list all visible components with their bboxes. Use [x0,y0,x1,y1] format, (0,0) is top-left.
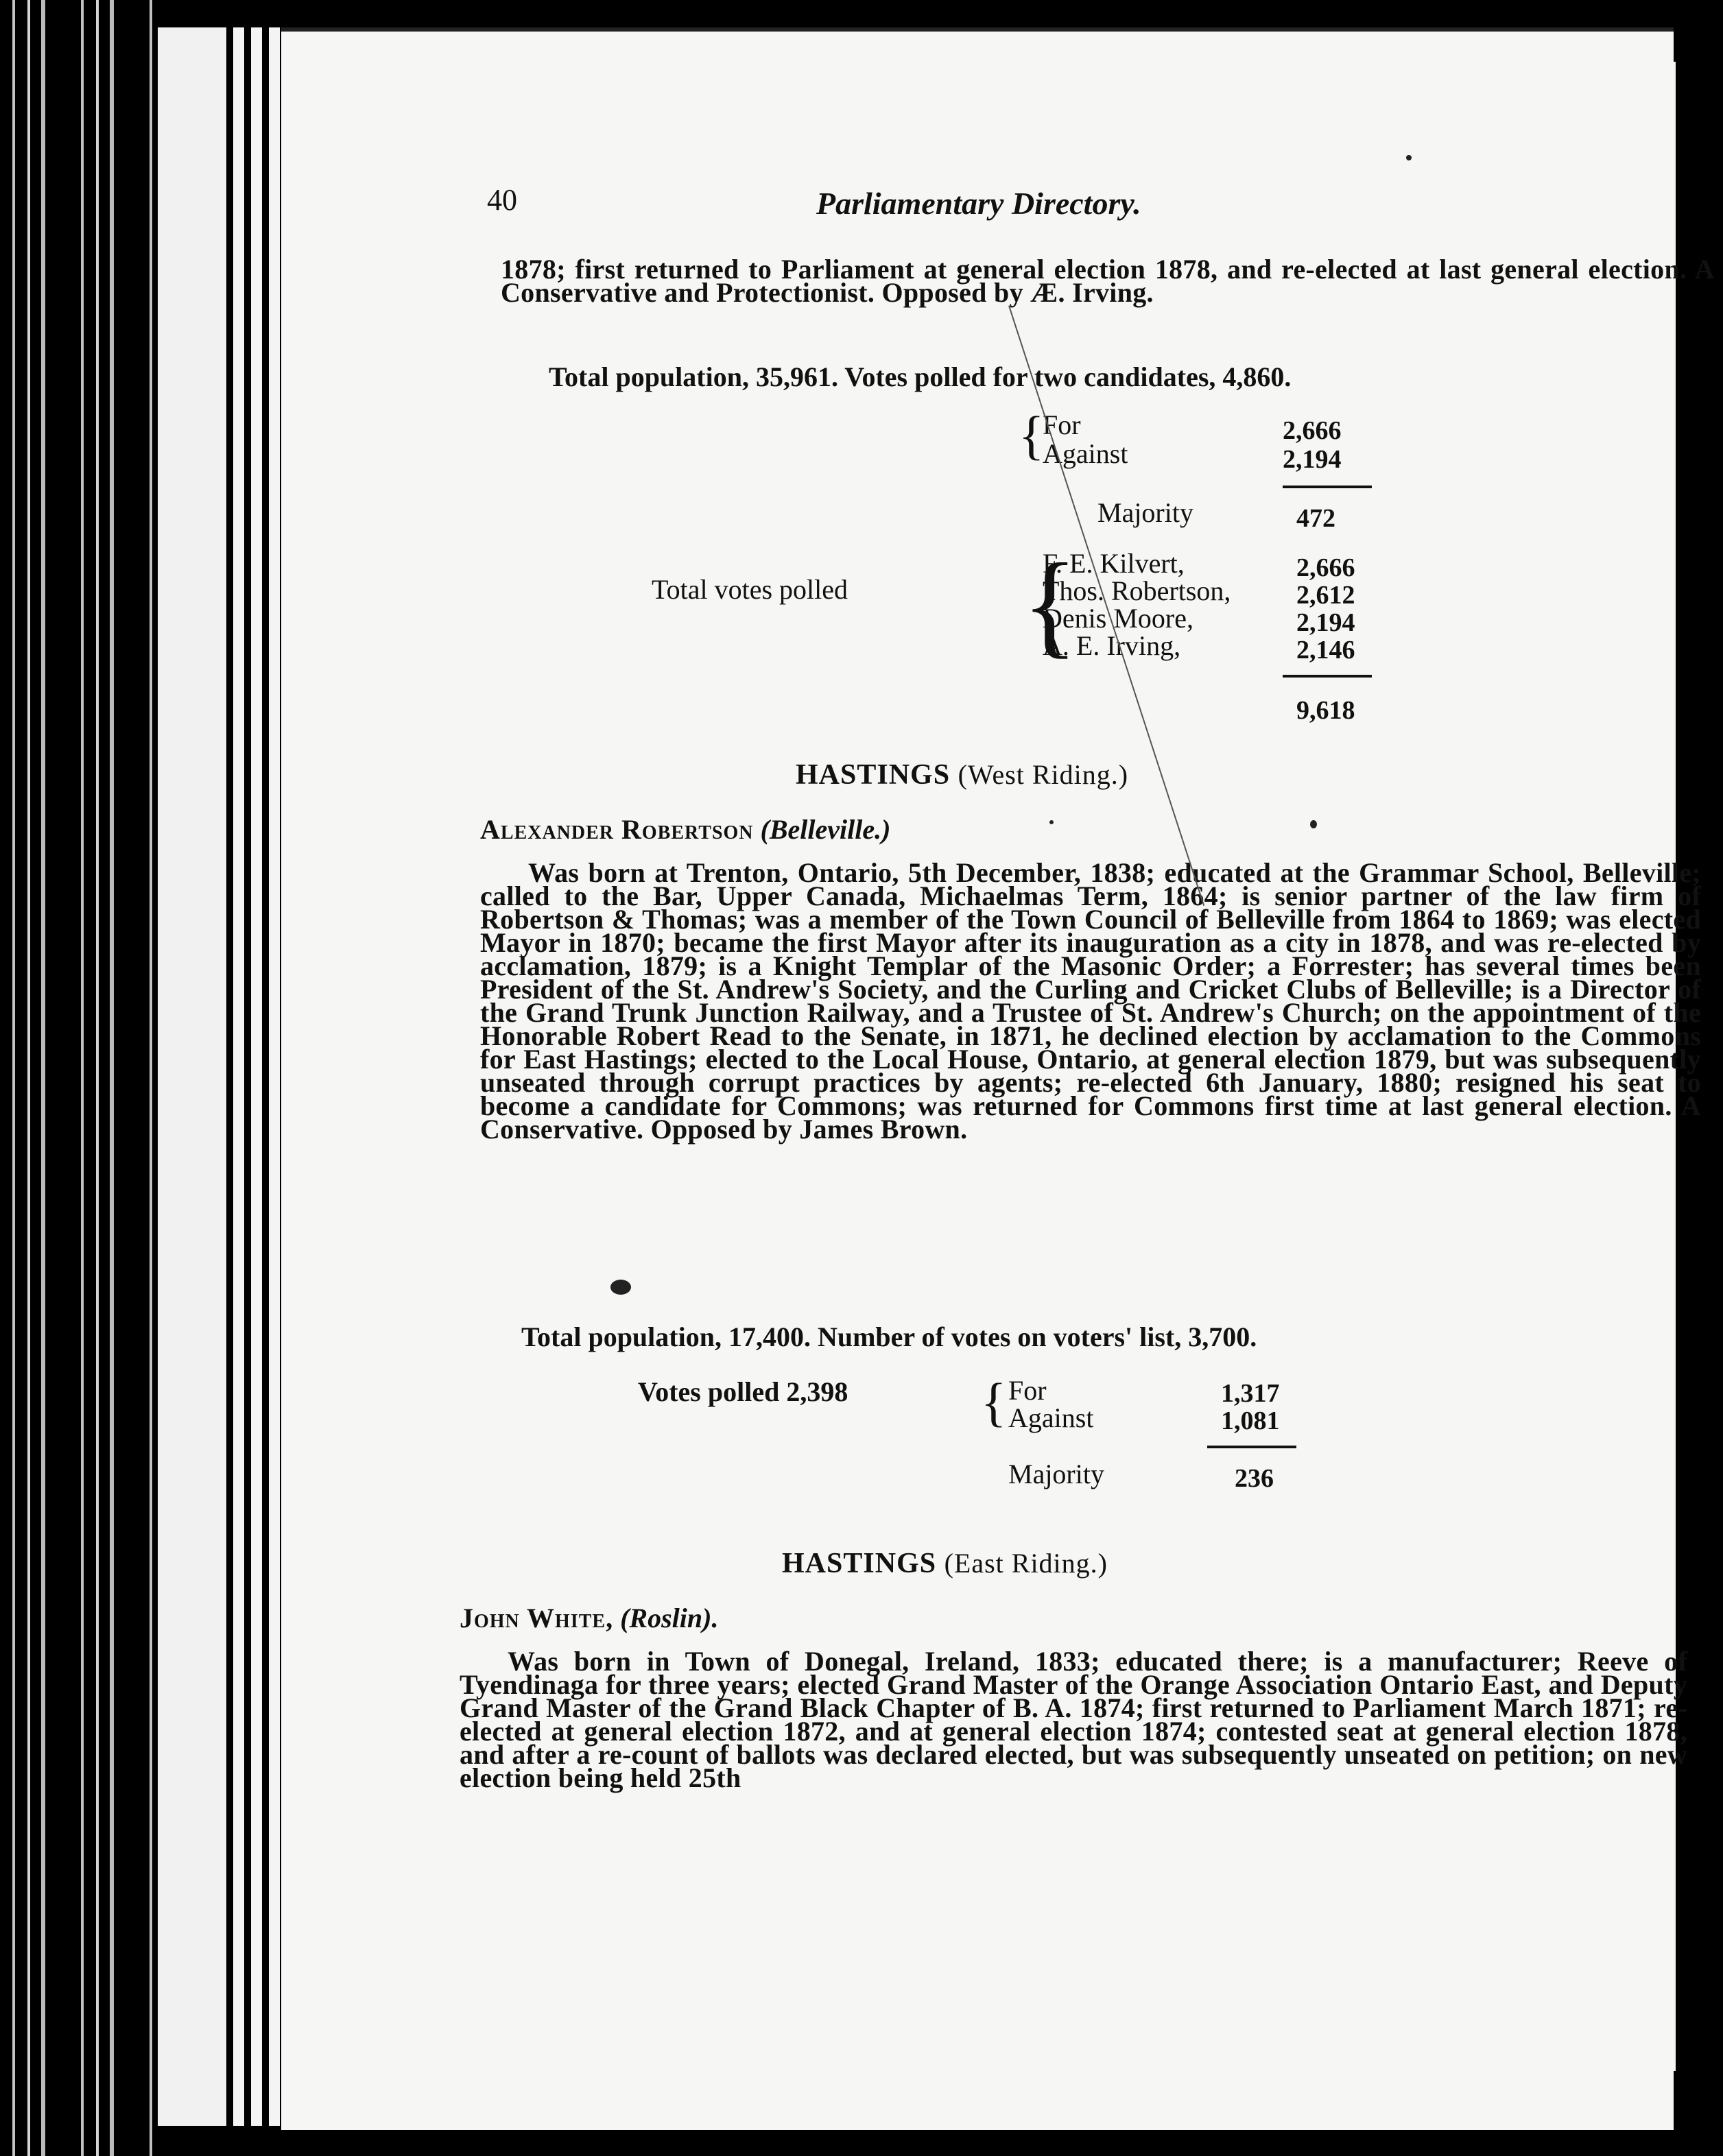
member-biography: Was born in Town of Donegal, Ireland, 1833; educated there; is a manufacturer; Reeve of Tyendinaga for three years; elected Grand Master of the Orange Association Ontario East, and Deputy Grand Master of the Grand Black Chapter of B. A. 1874; first returned to Parliament March 1871; re-elected at general election 1872, and at general election 1874; contested seat at general election 1878, and after a re-count of ballots was declared elected, but was subsequently unseated on petition; on new election being held 25th [460,1646,1687,1793]
member-heading [460,1602,718,1634]
against-value: 1,081 [1221,1406,1280,1435]
votes-polled-label: Votes polled 2,398 [638,1376,848,1407]
scan-speck [1406,155,1412,160]
candidate-votes: 2,612 [1296,581,1355,610]
majority-label: Majority [1097,497,1193,528]
brace-icon: { [981,1372,1007,1432]
candidate-name: A. E. Irving, [1043,630,1181,661]
for-label: For [1008,1375,1047,1406]
member-biography: Was born at Trenton, Ontario, 5th December, 1838; educated at the Grammar School, Belleville; called to the Bar, Upper Canada, Michaelmas Term, 1864; is senior partner of the law firm of Robertson & Thomas; was a member of the Town Council of Belleville from 1864 to 1869; was elected Mayor in 1870; became the first Mayor after its inauguration as a city in 1878, and was re-elected by acclamation, 1879; is a Knight Templar of the Masonic Order; a Forrester; has several times been President of the St. Andrew's Society, and the Curling and Cricket Clubs of Belleville; is a Director of the Grand Trunk Junction Railway, and a Trustee of St. Andrew's Church; on the appointment of the Honorable Robert Read to the Senate, in 1871, he declined election by acclamation to the Commons for East Hastings; elected to the Local House, Ontario, at general election 1879, but was subsequently unseated through corrupt practices by agents; re-elected 6th January, 1880; resigned his seat to become a candidate for Commons; was returned for Commons first time at last general election. A Conservative. Opposed by James Brown. [480,857,1701,1145]
sum-rule [1283,675,1372,678]
scan-speck [610,1280,631,1295]
member-name: Alexander Robertson [480,814,754,845]
book-page [281,27,1715,2130]
scan-speck [1049,820,1054,824]
candidate-name: Denis Moore, [1043,603,1193,634]
sum-rule [1207,1446,1296,1448]
majority-label: Majority [1008,1459,1104,1489]
total-votes-label: Total votes polled [652,574,848,605]
member-place: (Roslin). [620,1603,719,1633]
for-value: 1,317 [1221,1379,1280,1408]
section-title-west [796,758,1128,791]
majority-value: 472 [1296,504,1335,533]
riding-subtitle: (West Riding.) [958,759,1129,790]
population-summary: Total population, 17,400. Number of votes on voters' list, 3,700. [521,1321,1257,1352]
against-label: Against [1008,1402,1094,1433]
continuation-paragraph: 1878; first returned to Parliament at general election 1878, and re-elected at last general election. A Conservative and Protectionist. Opposed by Æ. Irving. [501,254,1715,308]
section-title-east [782,1547,1108,1580]
riding-name: HASTINGS [782,1548,937,1579]
majority-value: 236 [1235,1464,1274,1493]
candidate-name: Thos. Robertson, [1043,575,1231,606]
brace-icon: { [1022,540,1078,669]
brace-icon: { [1019,405,1045,465]
for-label: For [1043,409,1081,440]
riding-name: HASTINGS [796,759,951,791]
scan-frame-lines [226,27,281,2126]
riding-subtitle: (East Riding.) [944,1548,1108,1579]
candidate-votes: 2,146 [1296,636,1355,664]
population-summary: Total population, 35,961. Votes polled for two candidates, 4,860. [549,361,1292,392]
scan-speck [1310,820,1317,828]
sum-rule [1283,486,1372,488]
candidate-votes: 2,194 [1296,608,1355,637]
member-place: (Belleville.) [760,814,891,845]
member-heading [480,813,890,846]
scan-border-left [0,0,158,2156]
for-value: 2,666 [1283,416,1342,445]
page-number: 40 [487,183,517,217]
against-label: Against [1043,438,1128,469]
total-votes-value: 9,618 [1296,696,1355,725]
candidate-votes: 2,666 [1296,553,1355,582]
page-heading: Parliamentary Directory. [816,186,1141,221]
member-name: John White, [460,1603,614,1633]
against-value: 2,194 [1283,445,1342,474]
candidate-name: F. E. Kilvert, [1043,548,1185,579]
